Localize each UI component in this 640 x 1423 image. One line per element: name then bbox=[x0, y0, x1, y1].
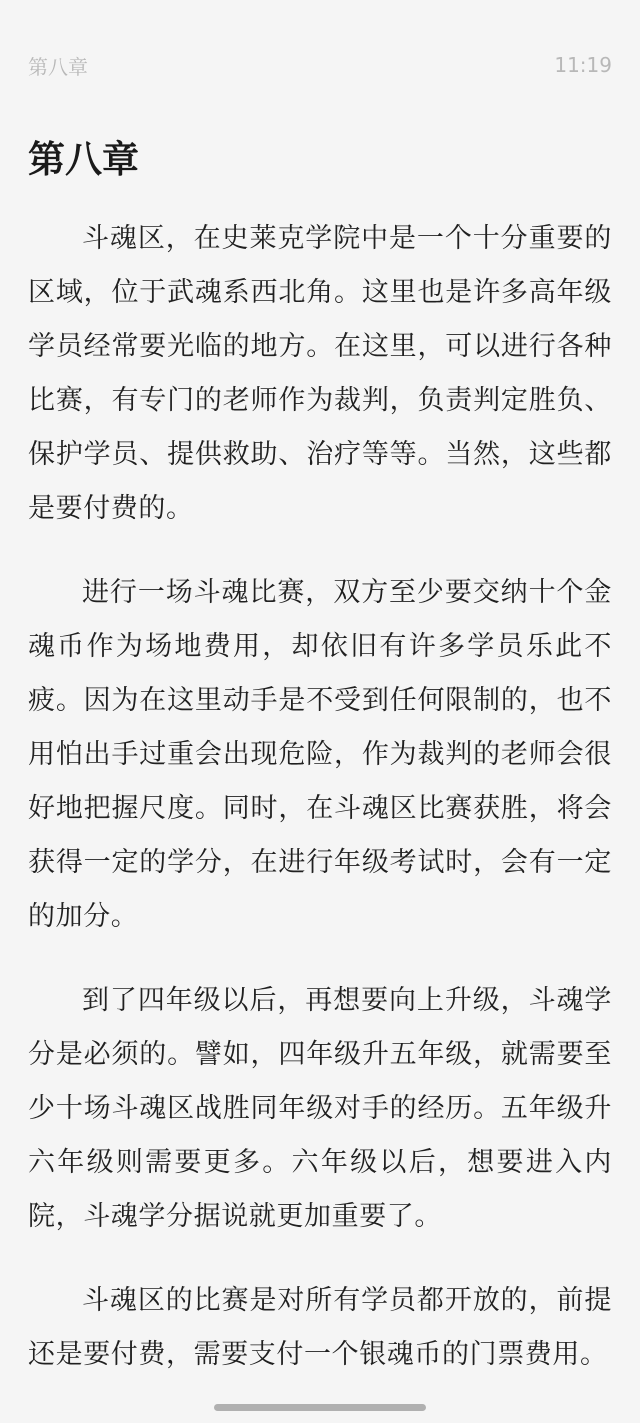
paragraph-3: 到了四年级以后，再想要向上升级，斗魂学分是必须的。譬如，四年级升五年级，就需要至少十场斗魂区战胜同年级对手的经历。五年级升六年级则需要更多。六年级以后，想要进入内院，斗魂学分据说就更加重要了。 bbox=[28, 985, 612, 1232]
chapter-content[interactable] bbox=[28, 212, 612, 1412]
reader-top-bar bbox=[28, 50, 612, 80]
home-indicator[interactable] bbox=[214, 1404, 426, 1411]
clock-time: 11:19 bbox=[554, 53, 612, 77]
paragraph-1: 斗魂区，在史莱克学院中是一个十分重要的区域，位于武魂系西北角。这里也是许多高年级学员经常要光临的地方。在这里，可以进行各种比赛，有专门的老师作为裁判，负责判定胜负、保护学员、提供救助、治疗等等。当然，这些都是要付费的。 bbox=[28, 223, 612, 524]
paragraph-2: 进行一场斗魂比赛，双方至少要交纳十个金魂币作为场地费用，却依旧有许多学员乐此不疲。因为在这里动手是不受到任何限制的，也不用怕出手过重会出现危险，作为裁判的老师会很好地把握尺度。同时，在斗魂区比赛获胜，将会获得一定的学分，在进行年级考试时，会有一定的加分。 bbox=[28, 577, 612, 932]
header-chapter-label: 第八章 bbox=[28, 54, 88, 79]
chapter-title: 第八章 bbox=[28, 138, 139, 181]
paragraph-4: 斗魂区的比赛是对所有学员都开放的，前提还是要付费，需要支付一个银魂币的门票费用。 bbox=[28, 1285, 612, 1370]
